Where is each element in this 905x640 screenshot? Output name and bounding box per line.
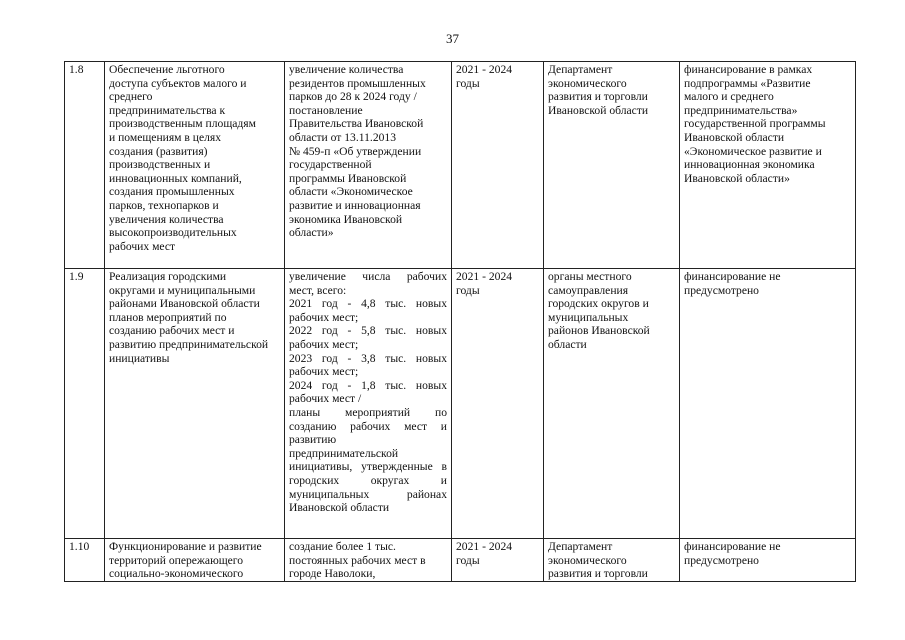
row-number-cell: 1.9: [65, 269, 105, 539]
table-row: [65, 62, 856, 269]
row-number-cell: 1.10: [65, 539, 105, 582]
period-cell: 2021 - 2024 годы: [452, 269, 544, 539]
result-cell: увеличение количества резидентов промышленных парков до 28 к 2024 году / постановление Правительства Ивановской области от 13.11.2013 № 459-п «Об утверждении государственной программы Ивановской области «Экономическое развитие и инновационная экономика Ивановской области»: [285, 62, 452, 269]
activity-cell: Функционирование и развитие территорий опережающего социально-экономического: [105, 539, 285, 582]
row-number-cell: 1.8: [65, 62, 105, 269]
executor-cell: Департамент экономического развития и торговли Ивановской области: [544, 62, 680, 269]
measures-table: [64, 61, 856, 582]
result-cell: создание более 1 тыс. постоянных рабочих мест в городе Наволоки,: [285, 539, 452, 582]
financing-cell: финансирование не предусмотрено: [680, 539, 856, 582]
activity-cell: Реализация городскими округами и муниципальными районами Ивановской области планов мероприятий по созданию рабочих мест и развитию предпринимательской инициативы: [105, 269, 285, 539]
financing-cell: финансирование в рамках подпрограммы «Развитие малого и среднего предпринимательства» государственной программы Ивановской области «Экономическое развитие и инновационная экономика Ивановской области»: [680, 62, 856, 269]
activity-cell: Обеспечение льготного доступа субъектов малого и среднего предпринимательства к производственным площадям и помещениям в целях создания (развития) производственных и инновационных компаний, создания промышленных парков, технопарков и увеличения количества высокопроизводительных рабочих мест: [105, 62, 285, 269]
executor-cell: Департамент экономического развития и торговли: [544, 539, 680, 582]
page-number: 37: [446, 31, 459, 46]
period-cell: 2021 - 2024 годы: [452, 539, 544, 582]
result-cell: увеличение числа рабочих мест, всего: 2021 год - 4,8 тыс. новых рабочих мест; 2022 год - 5,8 тыс. новых рабочих мест; 2023 год - 3,8 тыс. новых рабочих мест; 2024 год - 1,8 тыс. новых рабочих мест / планы мероприятий по созданию рабочих мест и развитию предпринимательской инициативы, утвержденные в городских округах и муниципальных районах Ивановской области: [285, 269, 452, 539]
period-cell: 2021 - 2024 годы: [452, 62, 544, 269]
table-row: [65, 539, 856, 582]
financing-cell: финансирование не предусмотрено: [680, 269, 856, 539]
executor-cell: органы местного самоуправления городских округов и муниципальных районов Ивановской области: [544, 269, 680, 539]
table-row: [65, 269, 856, 539]
